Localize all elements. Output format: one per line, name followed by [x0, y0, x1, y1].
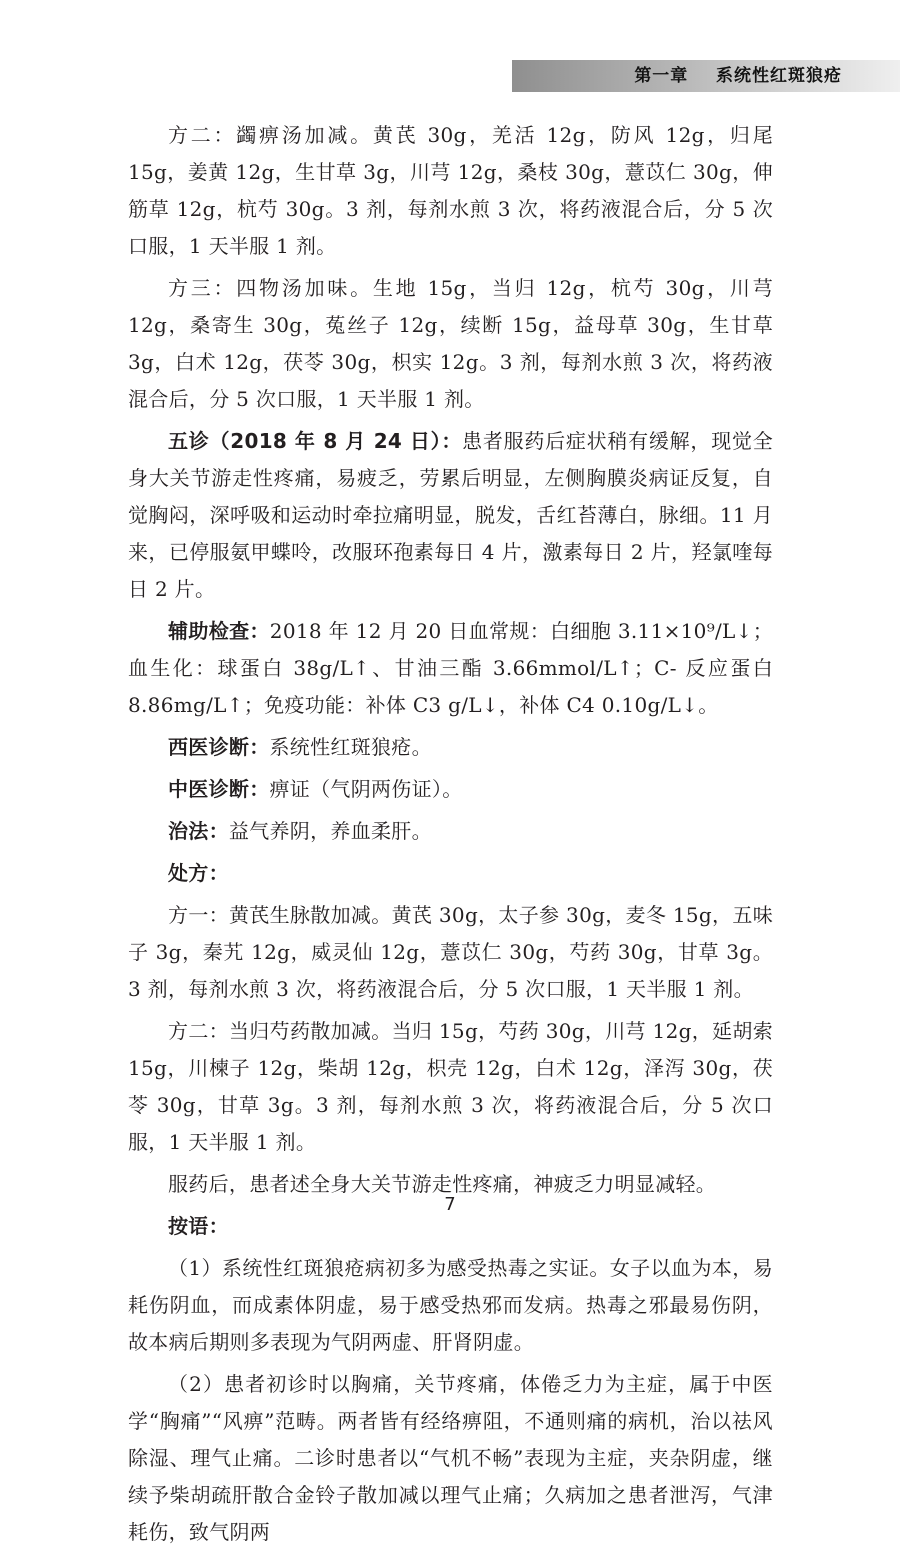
paragraph-commentary-1 [128, 1250, 773, 1361]
chapter-header-band [512, 60, 900, 92]
paragraph-text: 方一：黄芪生脉散加减。黄芪 30g，太子参 30g，麦冬 15g，五味子 3g，秦艽 12g，威灵仙 12g，薏苡仁 30g，芍药 30g，甘草 3g。3 剂，每剂水煎 3 次，将药液混合后，分 5 次口服，1 天半服 1 剂。 [128, 903, 773, 1001]
paragraph-text: 2018 年 12 月 20 日血常规：白细胞 3.11×10⁹/L↓；血生化：球蛋白 38g/L↑、甘油三酯 3.66mmol/L↑；C- 反应蛋白 8.86mg/L↑；免疫功能：补体 C3 g/L↓，补体 C4 0.10g/L↓。 [128, 619, 773, 717]
paragraph-label: 五诊（2018 年 8 月 24 日）： [168, 429, 463, 453]
paragraph-formula-2 [128, 117, 773, 265]
paragraph-text: 方三：四物汤加味。生地 15g，当归 12g，杭芍 30g，川芎 12g，桑寄生 30g，菟丝子 12g，续断 15g，益母草 30g，生甘草 3g，白术 12g，茯苓 30g，枳实 12g。3 剂，每剂水煎 3 次，将药液混合后，分 5 次口服，1 天半服 1 剂。 [128, 276, 773, 411]
paragraph-prescription-heading [128, 855, 773, 892]
paragraph-formula-3 [128, 270, 773, 418]
page-body [128, 117, 773, 1556]
page-number: 7 [444, 1194, 456, 1215]
paragraph-label: 西医诊断： [168, 735, 270, 759]
paragraph-treatment [128, 813, 773, 850]
paragraph-commentary-2 [128, 1366, 773, 1551]
paragraph-label: 治法： [168, 819, 229, 843]
paragraph-text: 系统性红斑狼疮。 [269, 735, 432, 759]
paragraph-label: 辅助检查： [168, 619, 270, 643]
paragraph-western-diagnosis [128, 729, 773, 766]
paragraph-label: 处方： [168, 861, 229, 885]
paragraph-text: 方二：当归芍药散加减。当归 15g，芍药 30g，川芎 12g，延胡索 15g，川楝子 12g，柴胡 12g，枳壳 12g，白术 12g，泽泻 30g，茯苓 30g，甘草 3g。3 剂，每剂水煎 3 次，将药液混合后，分 5 次口服，1 天半服 1 剂。 [128, 1019, 773, 1154]
paragraph-text: 服药后，患者述全身大关节游走性疼痛，神疲乏力明显减轻。 [168, 1172, 717, 1196]
paragraph-fifth-visit [128, 423, 773, 608]
chapter-title: 第一章 系统性红斑狼疮 [634, 66, 842, 86]
paragraph-text: （2）患者初诊时以胸痛，关节疼痛，体倦乏力为主症，属于中医学“胸痛”“风痹”范畴。两者皆有经络痹阻，不通则痛的病机，治以祛风除湿、理气止痛。二诊时患者以“气机不畅”表现为主症，夹杂阴虚，继续予柴胡疏肝散合金铃子散加减以理气止痛；久病加之患者泄泻，气津耗伤，致气阴两 [128, 1372, 773, 1544]
paragraph-text: 益气养阴，养血柔肝。 [228, 819, 432, 843]
paragraph-text: 方二：蠲痹汤加减。黄芪 30g，羌活 12g，防风 12g，归尾 15g，姜黄 12g，生甘草 3g，川芎 12g，桑枝 30g，薏苡仁 30g，伸筋草 12g，杭芍 30g。3 剂，每剂水煎 3 次，将药液混合后，分 5 次口服，1 天半服 1 剂。 [128, 123, 773, 258]
paragraph-auxiliary-exam [128, 613, 773, 724]
paragraph-formula-2b [128, 1013, 773, 1161]
paragraph-formula-1 [128, 897, 773, 1008]
paragraph-tcm-diagnosis [128, 771, 773, 808]
paragraph-label: 按语： [168, 1214, 229, 1238]
paragraph-label: 中医诊断： [168, 777, 270, 801]
paragraph-text: 痹证（气阴两伤证）。 [269, 777, 463, 801]
paragraph-text: （1）系统性红斑狼疮病初多为感受热毒之实证。女子以血为本，易耗伤阴血，而成素体阴虚，易于感受热邪而发病。热毒之邪最易伤阴，故本病后期则多表现为气阴两虚、肝肾阴虚。 [128, 1256, 773, 1354]
paragraph-text: 患者服药后症状稍有缓解，现觉全身大关节游走性疼痛，易疲乏，劳累后明显，左侧胸膜炎病证反复，自觉胸闷，深呼吸和运动时牵拉痛明显，脱发，舌红苔薄白，脉细。11 月来，已停服氨甲蝶呤，改服环孢素每日 4 片，激素每日 2 片，羟氯喹每日 2 片。 [128, 429, 774, 601]
